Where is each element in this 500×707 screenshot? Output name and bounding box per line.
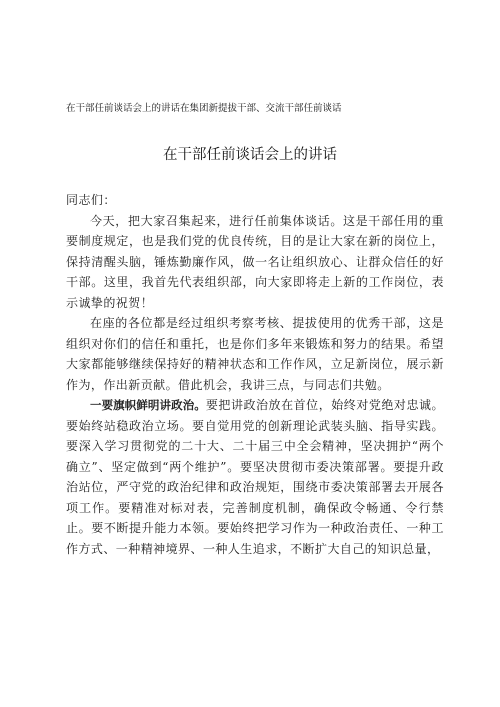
point-one-lead: 一要旗帜鲜明讲政治。 (90, 398, 206, 412)
document-body (66, 190, 444, 559)
paragraph-opening: 今天，把大家召集起来，进行任前集体谈话。这是干部任用的重要制度规定，也是我们党的优良传统，目的是让大家在新的岗位上，保持清醒头脑，锤炼勤廉作风，做一名让组织放心、让群众信任的好干部。这里，我首先代表组织部，向大家即将走上新的工作岗位，表示诚挚的祝贺！ (66, 213, 444, 310)
salutation: 同志们： (66, 193, 116, 207)
paragraph-point-one (66, 395, 444, 559)
document-header: 在干部任前谈话会上的讲话在集团新提拔干部、交流干部任前谈话 (66, 103, 342, 114)
document-title: 在干部任前谈话会上的讲话 (163, 147, 337, 163)
point-one-text: 要把讲政治放在首位，始终对党绝对忠诚。要始终站稳政治立场。要自觉用党的创新理论武装头脑、指导实践。要深入学习贯彻党的二十大、二十届三中全会精神，坚决拥护“两个确立”、坚定做到“两个维护”。要坚决贯彻市委决策部署。要提升政治站位，严守党的政治纪律和政治规矩，围绕市委决策部署去开展各项工作。要精准对标对表，完善制度机制，确保政令畅通、令行禁止。要不断提升能力本领。要始终把学习作为一种政治责任、一种工作方式、一种精神境界、一种人生追求，不断扩大自己的知识总量， (66, 398, 444, 556)
paragraph-expectations: 在座的各位都是经过组织考察考核、提拔使用的优秀干部，这是组织对你们的信任和重托，也是你们多年来锻炼和努力的结果。希望大家都能够继续保持好的精神状态和工作作风，立足新岗位，展示新作为，作出新贡献。借此机会，我讲三点，与同志们共勉。 (66, 316, 444, 392)
